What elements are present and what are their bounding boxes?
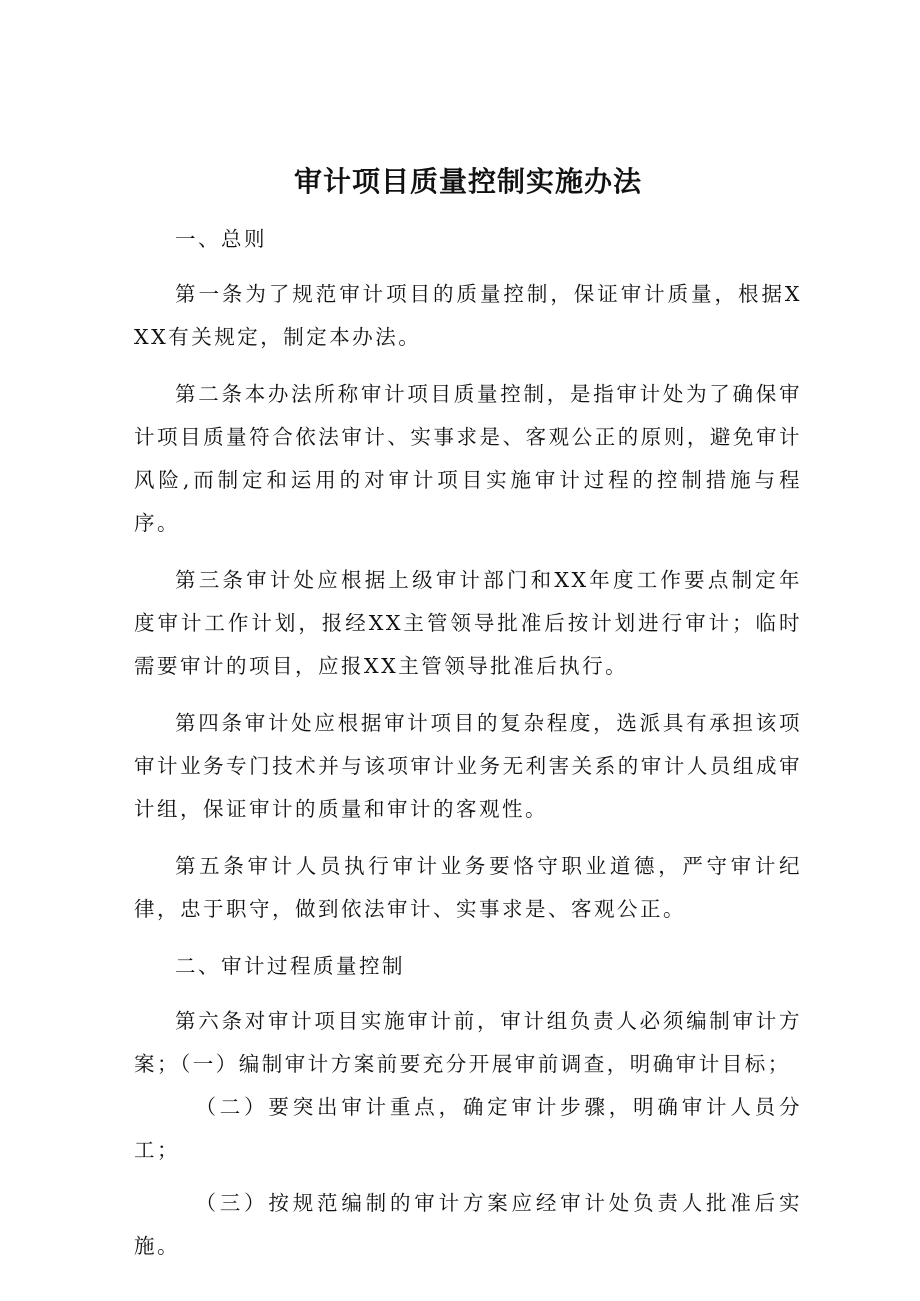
section-heading-process-control: 二、审计过程质量控制 <box>175 954 405 978</box>
document-title: 审计项目质量控制实施办法 <box>293 165 642 198</box>
section-heading-general: 一、总则 <box>175 227 267 251</box>
article-6-item-2: （二）要突出审计重点，确定审计步骤，明确审计人员分工； <box>134 1095 802 1162</box>
article-6: 第六条对审计项目实施审计前，审计组负责人必须编制审计方案；（一）编制审计方案前要充分开展审前调查，明确审计目标； <box>134 1009 802 1076</box>
article-6-item-3: （三）按规范编制的审计方案应经审计处负责人批准后实施。 <box>134 1191 802 1258</box>
article-1: 第一条为了规范审计项目的质量控制，保证审计质量，根据XXX有关规定，制定本办法。 <box>134 282 802 349</box>
article-4: 第四条审计处应根据审计项目的复杂程度，选派具有承担该项审计业务专门技术并与该项审计业务无利害关系的审计人员组成审计组，保证审计的质量和审计的客观性。 <box>134 711 802 821</box>
article-3: 第三条审计处应根据上级审计部门和XX年度工作要点制定年度审计工作计划，报经XX主管领导批准后按计划进行审计；临时需要审计的项目，应报XX主管领导批准后执行。 <box>134 568 802 678</box>
article-5: 第五条审计人员执行审计业务要恪守职业道德，严守审计纪律，忠于职守，做到依法审计、实事求是、客观公正。 <box>134 854 802 921</box>
article-2: 第二条本办法所称审计项目质量控制，是指审计处为了确保审计项目质量符合依法审计、实事求是、客观公正的原则，避免审计风险,而制定和运用的对审计项目实施审计过程的控制措施与程序。 <box>134 382 802 535</box>
